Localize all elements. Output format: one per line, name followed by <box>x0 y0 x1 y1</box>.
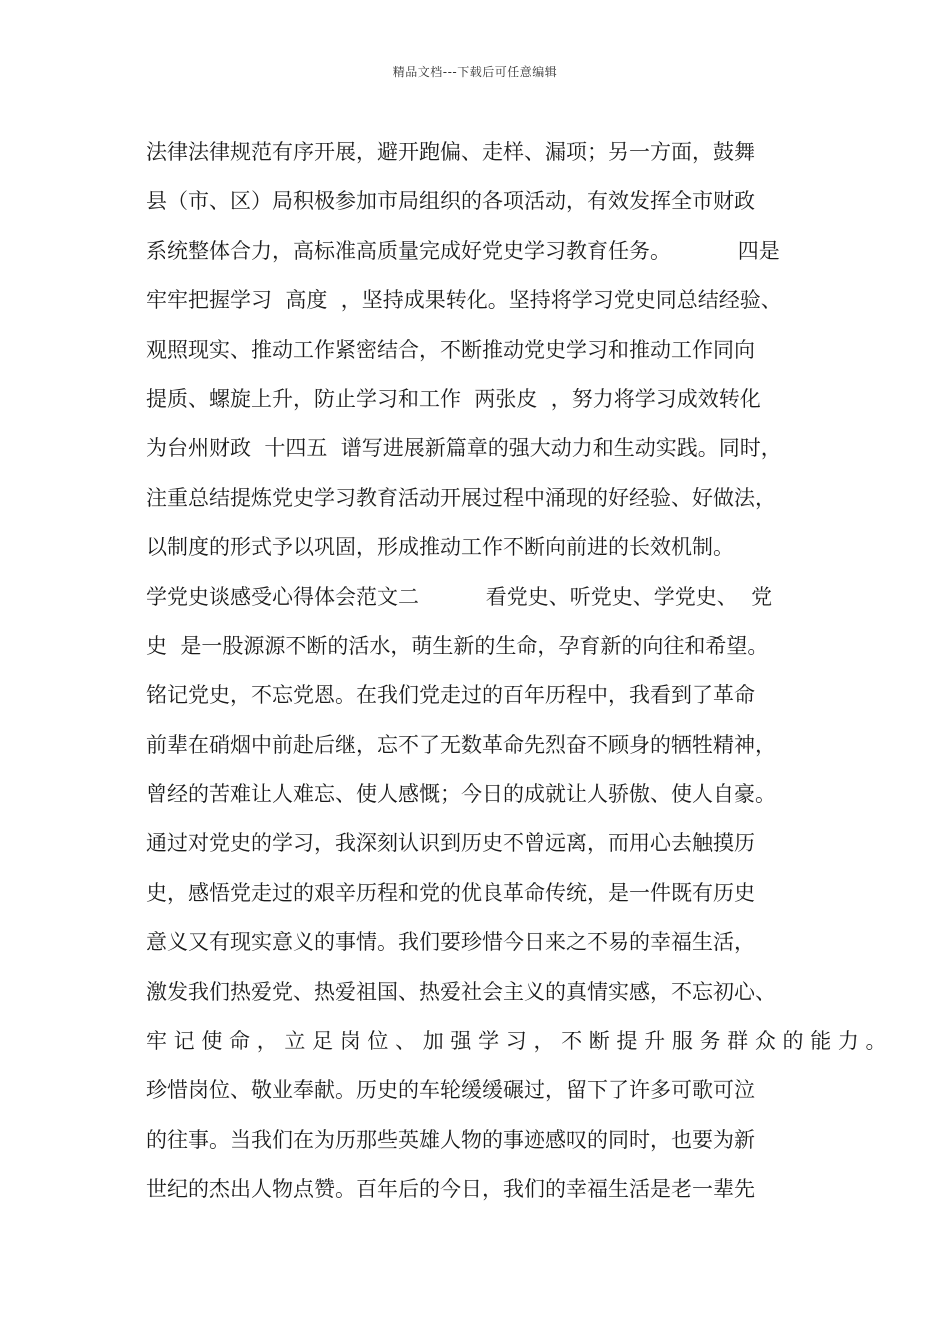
body-line: 前辈在硝烟中前赴后继，忘不了无数革命先烈奋不顾身的牺牲精神， <box>146 732 776 757</box>
body-line: 世纪的杰出人物点赞。百年后的今日，我们的幸福生活是老一辈先 <box>146 1177 755 1202</box>
body-line: 通过对党史的学习，我深刻认识到历史不曾远离，而用心去触摸历 <box>146 831 755 856</box>
body-line: 注重总结提炼党史学习教育活动开展过程中涌现的好经验、好做法， <box>146 485 776 510</box>
body-line: 激发我们热爱党、热爱祖国、热爱社会主义的真情实感，不忘初心、 <box>146 979 776 1004</box>
body-line: 牢牢把握学习 高度 ，坚持成果转化。坚持将学习党史同总结经验、 <box>146 288 782 313</box>
body-line: 以制度的形式予以巩固，形成推动工作不断向前进的长效机制。 <box>146 535 734 560</box>
body-line: 牢 记 使 命 ， 立 足 岗 位 、 加 强 学 习 ， 不 断 提 升 服 务 群 众 的 能 力 。 <box>146 1029 887 1054</box>
body-line: 为台州财政 十四五 谱写进展新篇章的强大动力和生动实践。同时， <box>146 436 782 461</box>
document-body <box>146 128 887 1215</box>
body-line: 法律法律规范有序开展，避开跑偏、走样、漏项；另一方面，鼓舞 <box>146 140 755 164</box>
body-line: 珍惜岗位、敬业奉献。历史的车轮缓缓碾过，留下了许多可歌可泣 <box>146 1078 755 1103</box>
body-line: 意义又有现实意义的事情。我们要珍惜今日来之不易的幸福生活， <box>146 930 755 955</box>
body-line: 曾经的苦难让人难忘、使人感慨；今日的成就让人骄傲、使人自豪。 <box>146 782 776 807</box>
body-line: 铭记党史，不忘党恩。在我们党走过的百年历程中，我看到了革命 <box>146 683 755 708</box>
body-line: 提质、螺旋上升，防止学习和工作 两张皮 ，努力将学习成效转化 <box>146 386 761 411</box>
body-line: 的往事。当我们在为历那些英雄人物的事迹感叹的同时，也要为新 <box>146 1127 755 1152</box>
page-header: 精品文档---下载后可任意编辑 <box>392 65 558 79</box>
body-line: 观照现实、推动工作紧密结合，不断推动党史学习和推动工作同向 <box>146 337 755 362</box>
body-line: 史 是一股源源不断的活水，萌生新的生命，孕育新的向往和希望。 <box>146 633 769 658</box>
body-line: 学党史谈感受心得体会范文二 看党史、听党史、学党史、 党 <box>146 584 773 609</box>
body-line: 县（市、区）局积极参加市局组织的各项活动，有效发挥全市财政 <box>146 189 755 214</box>
body-line: 系统整体合力，高标准高质量完成好党史学习教育任务。 四是 <box>146 238 780 263</box>
body-line: 史，感悟党走过的艰辛历程和党的优良革命传统，是一件既有历史 <box>146 880 755 905</box>
